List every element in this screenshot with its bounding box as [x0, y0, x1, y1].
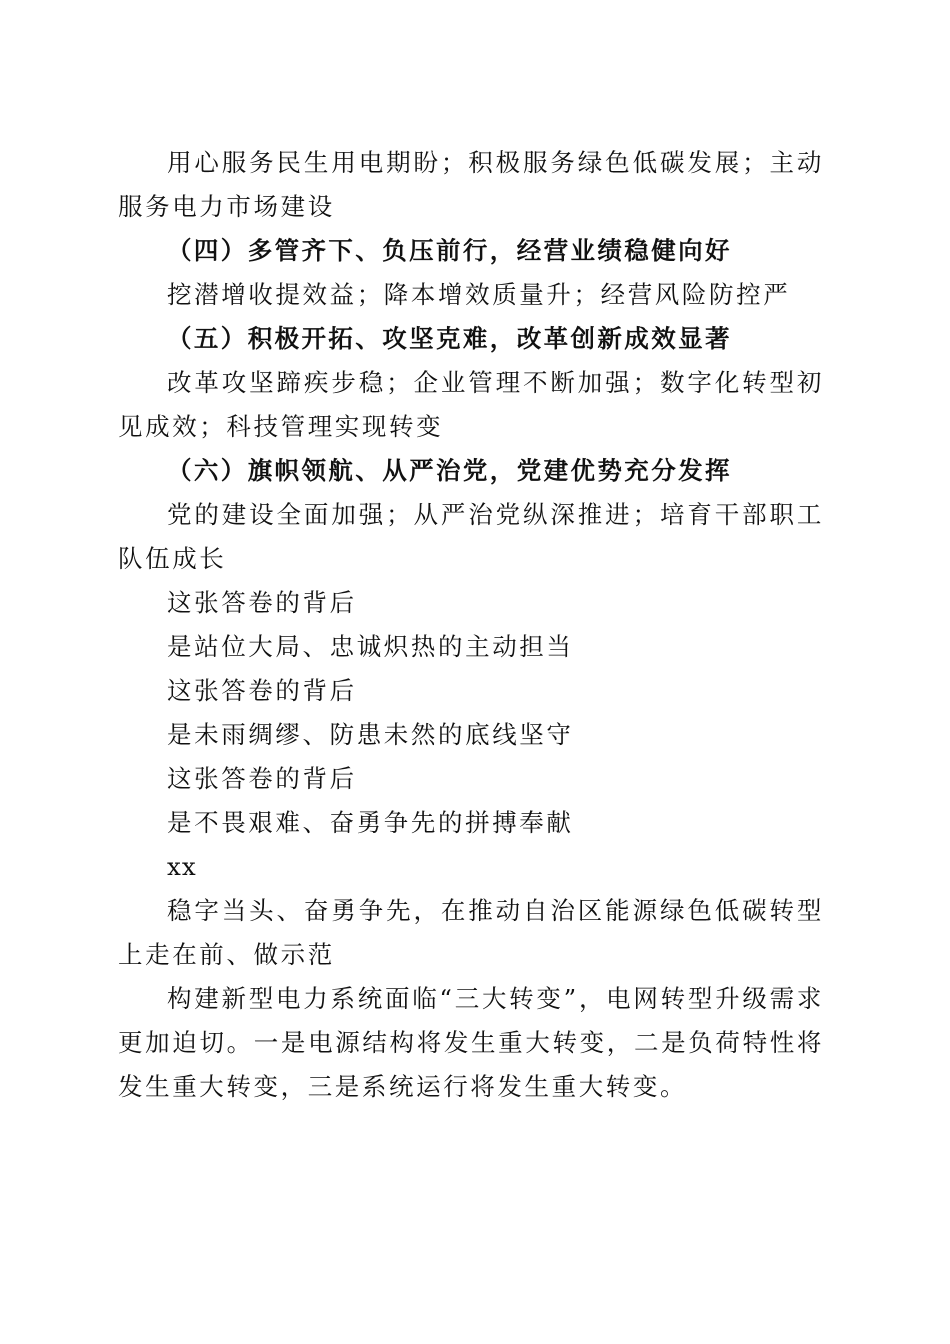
paragraph-operations: 挖潜增收提效益；降本增效质量升；经营风险防控严 [167, 280, 791, 309]
paragraph-power-system: 构建新型电力系统面临“三大转变”，电网转型升级需求更加迫切。一是电源结构将发生重大转变，二是负荷特性将发生重大转变，三是系统运行将发生重大转变。 [118, 984, 824, 1101]
paragraph-reform: 改革攻坚蹄疾步稳；企业管理不断加强；数字化转型初见成效；科技管理实现转变 [118, 368, 824, 441]
section-heading-6: （六）旗帜领航、从严治党，党建优势充分发挥 [167, 456, 732, 485]
paragraph-placeholder: xx [167, 852, 197, 881]
section-heading-5: （五）积极开拓、攻坚克难，改革创新成效显著 [167, 324, 732, 353]
paragraph-verse-1: 这张答卷的背后 [167, 588, 357, 617]
paragraph-verse-3: 这张答卷的背后 [167, 676, 357, 705]
document-body [118, 141, 824, 1109]
paragraph-energy-transition: 稳字当头、奋勇争先，在推动自治区能源绿色低碳转型上走在前、做示范 [118, 896, 824, 969]
paragraph-service: 用心服务民生用电期盼；积极服务绿色低碳发展；主动服务电力市场建设 [118, 148, 824, 221]
paragraph-party-building: 党的建设全面加强；从严治党纵深推进；培育干部职工队伍成长 [118, 500, 824, 573]
paragraph-verse-5: 这张答卷的背后 [167, 764, 357, 793]
paragraph-verse-2: 是站位大局、忠诚炽热的主动担当 [167, 632, 574, 661]
section-heading-4: （四）多管齐下、负压前行，经营业绩稳健向好 [167, 236, 732, 265]
paragraph-verse-6: 是不畏艰难、奋勇争先的拼搏奉献 [167, 808, 574, 837]
paragraph-verse-4: 是未雨绸缪、防患未然的底线坚守 [167, 720, 574, 749]
